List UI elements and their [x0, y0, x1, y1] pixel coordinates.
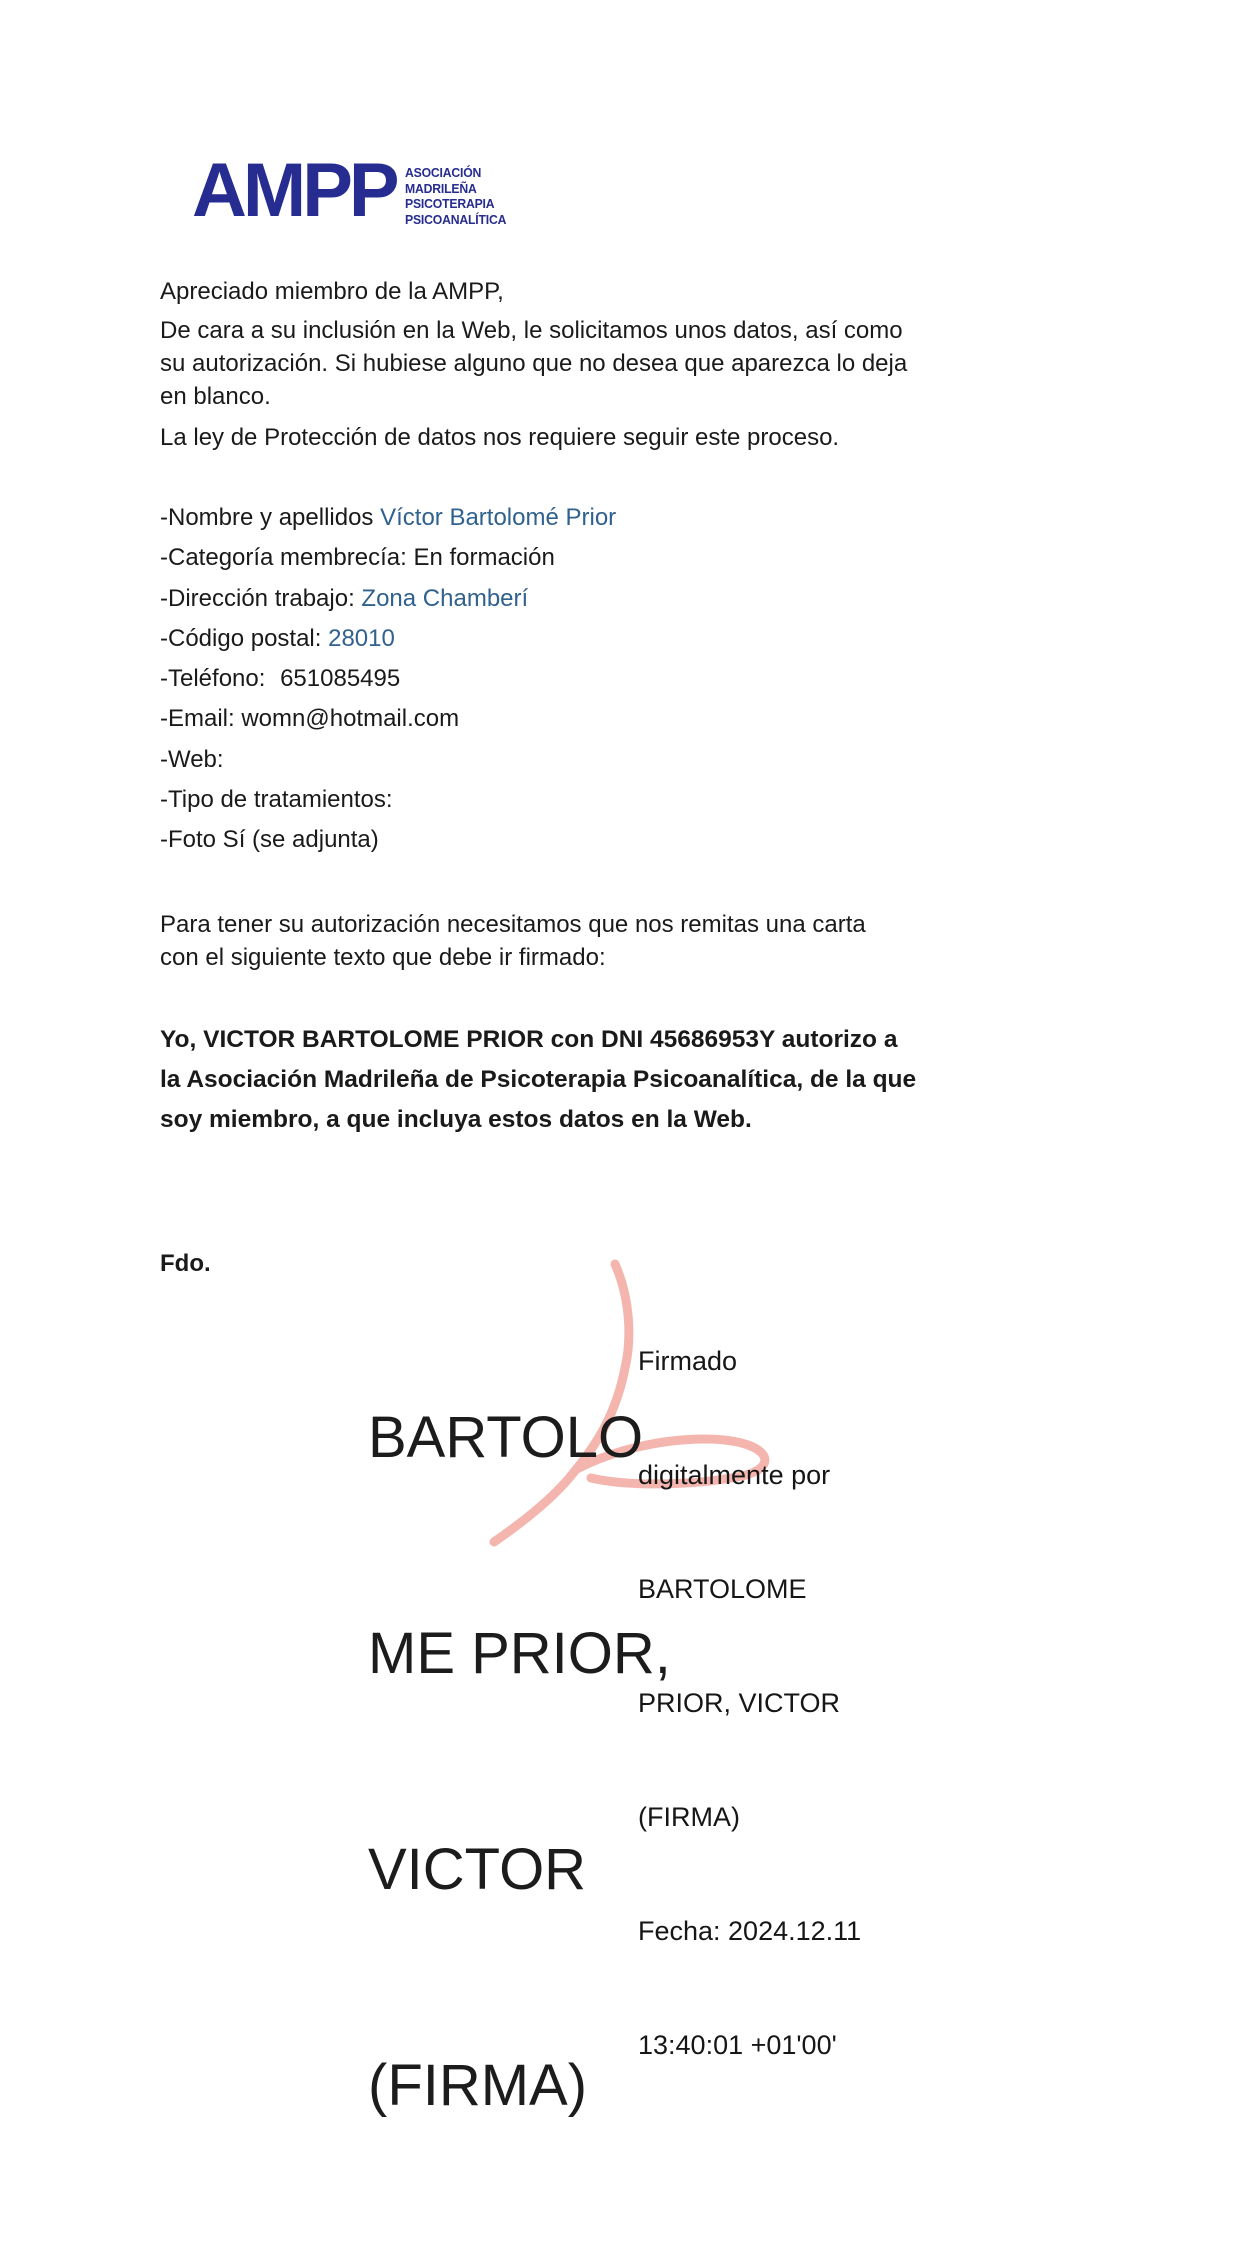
field-label: -Tipo de tratamientos: [160, 786, 393, 814]
paragraph-line: la Asociación Madrileña de Psicoterapia Psicoanalítica, de la que [160, 1066, 917, 1093]
signature-name-line: VICTOR [368, 1837, 587, 1902]
signature-name-line: BARTOLO [368, 1405, 644, 1470]
field-value: Zona Chamberí [361, 584, 529, 612]
ampp-logo-tagline [405, 165, 506, 227]
field-telefono [160, 659, 616, 699]
signature-details-line: (FIRMA) [638, 1802, 740, 1832]
field-value: 651085495 [280, 665, 401, 693]
field-value: Víctor Bartolomé Prior [380, 504, 617, 531]
signature-details-line: PRIOR, VICTOR [638, 1688, 841, 1718]
field-label: -Nombre y apellidos [160, 504, 381, 531]
field-label: -Foto Sí (se adjunta) [160, 826, 379, 854]
signature-name-line: ME PRIOR, [368, 1621, 671, 1686]
field-categoria [160, 538, 616, 578]
paragraph-line: con el siguiente texto que debe ir firmado: [160, 944, 606, 971]
field-label: -Dirección trabajo: [160, 584, 362, 612]
field-email [160, 699, 616, 739]
field-label: -Categoría membrecía: [160, 544, 414, 572]
field-label: -Teléfono: [160, 665, 273, 693]
field-value: En formación [413, 544, 555, 572]
field-nombre [160, 498, 616, 538]
signature-name-line: (FIRMA) [368, 2053, 588, 2118]
field-web [160, 740, 616, 780]
tagline-line: PSICOTERAPIA [404, 196, 494, 211]
field-codigo-postal [160, 619, 616, 659]
request-paragraph [160, 908, 866, 974]
signature-details-line: 13:40:01 +01'00' [638, 2030, 837, 2060]
signature-details [638, 1266, 861, 2140]
tagline-line: ASOCIACIÓN [404, 165, 481, 180]
field-label: -Código postal: [160, 624, 329, 652]
signed-by-label: Fdo. [160, 1250, 211, 1277]
signature-name [368, 1258, 671, 2266]
field-foto [160, 820, 616, 860]
ampp-logo [192, 148, 512, 233]
field-direccion [160, 579, 616, 619]
authorization-paragraph [160, 1020, 916, 1140]
signature-details-line: Fecha: 2024.12.11 [638, 1916, 862, 1946]
paragraph-line: De cara a su inclusión en la Web, le solicitamos unos datos, así como [160, 317, 903, 344]
field-label: -Web: [160, 745, 224, 773]
signature-details-line: BARTOLOME [638, 1574, 807, 1604]
law-line: La ley de Protección de datos nos requiere seguir este proceso. [160, 424, 840, 451]
paragraph-line: soy miembro, a que incluya estos datos en la Web. [160, 1106, 752, 1133]
paragraph-line: su autorización. Si hubiese alguno que no desea que aparezca lo deja [160, 350, 908, 377]
signature-details-line: Firmado [638, 1346, 738, 1376]
paragraph-line: Yo, VICTOR BARTOLOME PRIOR con DNI 45686953Y autorizo a [160, 1026, 898, 1053]
ampp-logo-acronym: AMPP [192, 148, 396, 233]
greeting-line: Apreciado miembro de la AMPP, [160, 278, 504, 305]
tagline-line: PSICOANALÍTICA [404, 211, 506, 227]
intro-paragraph [160, 314, 907, 413]
signature-details-line: digitalmente por [638, 1460, 831, 1490]
paragraph-line: en blanco. [160, 383, 271, 410]
paragraph-line: Para tener su autorización necesitamos que nos remitas una carta [160, 911, 866, 938]
member-data-list [160, 498, 616, 861]
field-value: 28010 [328, 624, 395, 652]
field-label: -Email: [160, 705, 242, 733]
field-tratamientos [160, 780, 616, 820]
field-value: womn@hotmail.com [241, 705, 460, 733]
tagline-line: MADRILEÑA [404, 180, 477, 196]
